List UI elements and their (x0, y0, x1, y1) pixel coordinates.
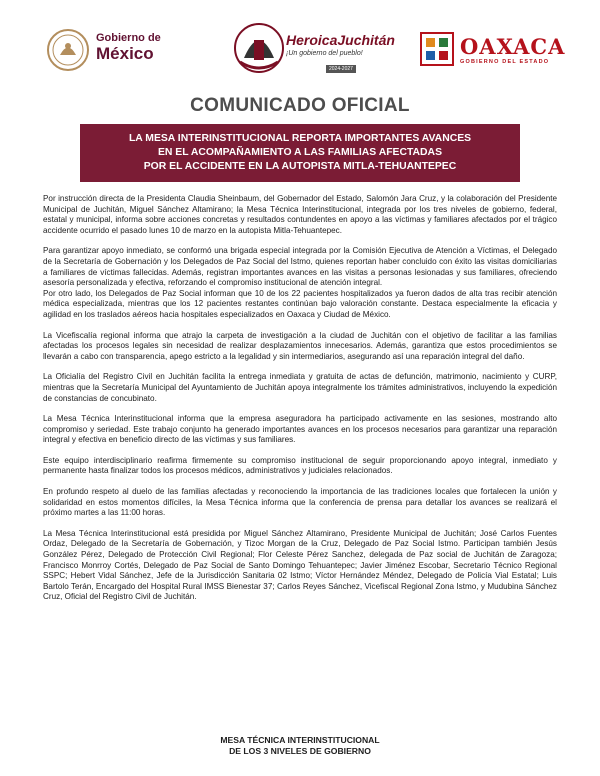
document-body (43, 194, 557, 613)
signature-line: DE LOS 3 NIVELES DE GOBIERNO (229, 746, 371, 756)
mexico-seal-icon (46, 28, 90, 72)
body-paragraph: Para garantizar apoyo inmediato, se conformó una brigada especial integrada por la Comisión Ejecutiva de Atención a Víctimas, el Delegado de la Secretaría de Gobernación y los Delegados de Paz Social del Istmo, quienes reportan haber concluido con éxito las visitas domiciliarias a familiares de víctimas fallecidas. Además, registran importantes avances en las visitas a personas lesionadas y sus familiares, ofreciendo asesoría personalizada y efectiva, reforzando el compromiso institucional de atención integral. (43, 246, 557, 288)
juchitan-emblem-icon (234, 18, 284, 78)
oaxaca-logo-line1: OAXACA (460, 34, 566, 59)
signature-line: MESA TÉCNICA INTERINSTITUCIONAL (220, 735, 380, 745)
oaxaca-pattern-icon (420, 32, 454, 66)
oaxaca-logo (420, 18, 570, 82)
gobierno-de-mexico-logo (46, 18, 206, 82)
body-paragraph: La Mesa Técnica Interinstitucional está presidida por Miguel Sánchez Altamirano, Presidente Municipal de Juchitán; José Carlos Fuentes Ordaz, Delegado de la Secretaría de Gobernación, y Tizoc Morgan de la Cruz, Delegado de Paz Social Istmo. Participan también Jesús González Pérez, Delegado de Protección Civil Regional; Flor Celeste Pérez Sanchez, delegada de Paz social de Juchitán de Zaragoza; Francisco Monrroy Cortés, Delegado de Paz Social de Santo Domingo Tehuantepec; Javier Jiménez Escobar, Secretario Técnico Regional SSPC; Hebert Vidal Sánchez, Jefe de la Jurisdicción Sanitaria 02 Istmo; Víctor Hernández Méndez, Delegado de Policía Vial Estatal; Luis Bartolo Terán, Encargado del Hospital Rural IMSS Bienestar 37; Carlos Reyes Sánchez, Vicefiscal Regional Zona Istmo, y Mudubina Sánchez Cruz, Oficial del Registro Civil de Juchitán. (43, 528, 557, 602)
mexico-logo-line2: México (96, 44, 154, 63)
juchitan-logo-line1: HeroicaJuchitán (286, 32, 395, 48)
mexico-logo-line1: Gobierno de (96, 32, 161, 44)
oaxaca-logo-line2: GOBIERNO DEL ESTADO (460, 59, 550, 65)
juchitan-logo-line3: 2024-2027 (326, 65, 356, 73)
body-paragraph: La Oficialía del Registro Civil en Juchitán facilita la entrega inmediata y gratuita de actas de defunción, matrimonio, nacimiento y CURP, mientras que la Secretaría Municipal del Ayuntamiento de Juchitán apoya integralmente los trámites administrativos, incluyendo la expedición de constancias de concubinato. (43, 372, 557, 403)
headline-line: LA MESA INTERINSTITUCIONAL REPORTA IMPORTANTES AVANCES (128, 133, 472, 144)
body-paragraph: La Mesa Técnica Interinstitucional informa que la empresa aseguradora ha participado activamente en las sesiones, mostrando alto compromiso y seriedad. Este trabajo conjunto ha generado importantes avances en los procesos necesarios para garantizar una reparación integral y efectiva en beneficio directo de las víctimas y sus familiares. (43, 414, 557, 445)
document-title: COMUNICADO OFICIAL (190, 95, 410, 116)
body-paragraph: Por instrucción directa de la Presidenta Claudia Sheinbaum, del Gobernador del Estado, Salomón Jara Cruz, y la colaboración del Presidente Municipal de Juchitán, Miguel Sánchez Altamirano; la Mesa Técnica Interinstitucional, integrada por los tres niveles de gobierno, federal, estatal y municipal, informa sobre acciones concretas y resultados contundentes en apoyo a las víctimas y familiares afectados por el trágico accidente ocurrido el pasado lunes 10 de marzo en la autopista Mitla-Tehuantepec. (43, 194, 557, 235)
headline-banner (80, 124, 520, 182)
signature-block (0, 735, 600, 757)
body-paragraph: Por otro lado, los Delegados de Paz Social informan que 10 de los 22 pacientes hospitalizados ya fueron dados de alta tras recibir atención médica especializada, mientras que los 12 pacientes restantes continúan bajo valoración constante. Destaca especialmente la eficacia y agilidad en los traslados aéreos hacia hospitales especializados en Oaxaca y Ciudad de México. (43, 288, 557, 319)
body-paragraph: En profundo respeto al duelo de las familias afectadas y reconociendo la importancia de las tradiciones locales que fortalecen la unión y solidaridad en estos momentos difíciles, la Mesa Técnica informa que la conferencia de prensa para detallar los avances se realizará el próximo martes a las 11:00 horas. (43, 487, 557, 518)
headline-line: EN EL ACOMPAÑAMIENTO A LAS FAMILIAS AFECTADAS (157, 147, 442, 158)
heroica-juchitan-logo (234, 18, 395, 82)
juchitan-logo-line2: ¡Un gobierno del pueblo! (286, 50, 363, 57)
headline-line: POR EL ACCIDENTE EN LA AUTOPISTA MITLA-TEHUANTEPEC (143, 161, 457, 172)
body-paragraph: Este equipo interdisciplinario reafirma firmemente su compromiso institucional de seguir proporcionando apoyo integral, inmediato y permanente hasta finalizar todos los procesos médicos, administrativos y judiciales relacionados. (43, 455, 557, 476)
logo-header (0, 18, 600, 82)
body-paragraph: La Vicefiscalía regional informa que atrajo la carpeta de investigación a la ciudad de Juchitán con el objetivo de facilitar a las familias afectadas los procesos legales sin necesidad de realizar desplazamientos innecesarios. Además, garantiza que estos procedimientos se llevarán a cabo con transparencia, apego estricto a la legalidad y sin intermediarios, asegurando así una reparación integral del daño. (43, 330, 557, 361)
